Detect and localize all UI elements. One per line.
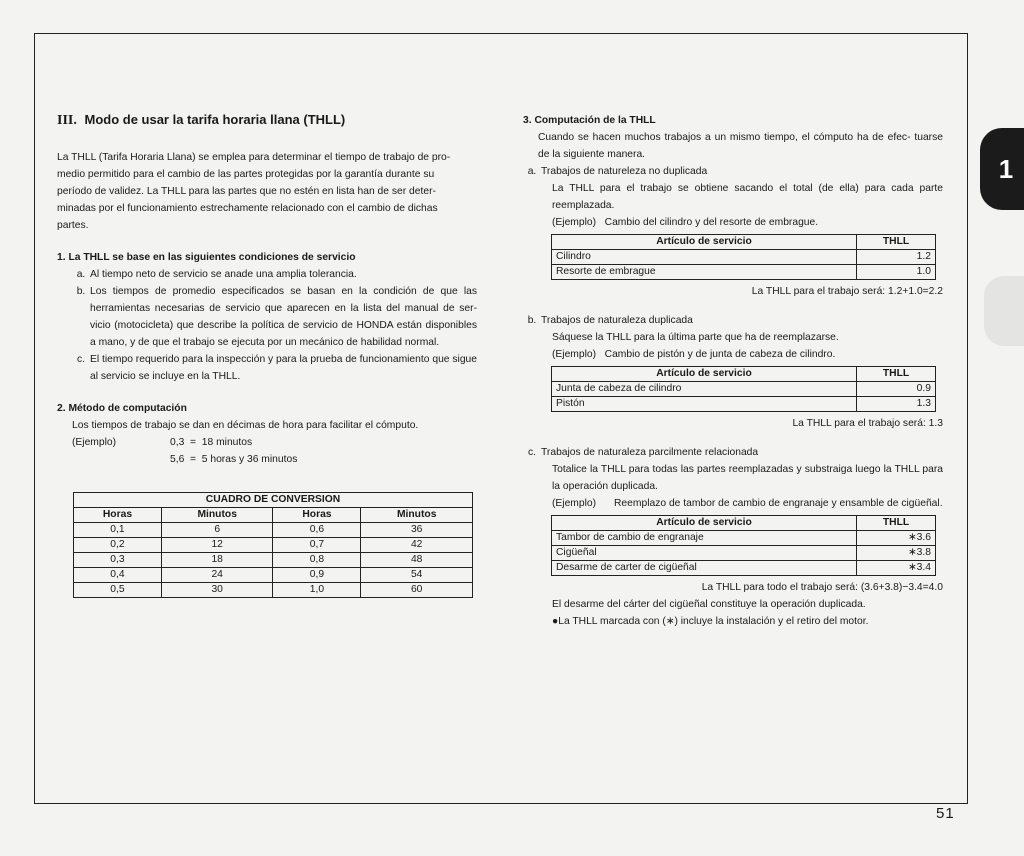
page-number: 51: [936, 805, 955, 822]
table-row: 0,3 18 0,8 48: [74, 553, 473, 568]
case-a-result: La THLL para el trabajo será: 1.2+1.0=2.2: [751, 286, 943, 297]
table-row: 0,5 30 1,0 60: [74, 583, 473, 598]
table-row: Desarme de carter de cigüeñal ∗3.4: [552, 561, 936, 576]
table-row: Junta de cabeza de cilindro 0.9: [552, 382, 936, 397]
subsection-2-title: 2. Método de computación: [57, 403, 187, 414]
table-header: Horas: [273, 508, 361, 523]
table-header: Minutos: [361, 508, 473, 523]
list-item: b. Los tiempos de promedio especificados se basan en la condición de que las herramientas necesarias de servicio que aparecen en la lista del manual de ser- vicio (motocicleta) que describe la política de servicio de HONDA están disponibles a mano, y de que el trabajo se ejecuta por un mecánico de habilidad normal.: [76, 286, 477, 348]
example-1: (Ejemplo) 0,3 = 18 minutos: [72, 437, 253, 448]
chapter-tab-1: 1: [980, 128, 1024, 210]
conversion-table-title: CUADRO DE CONVERSION: [74, 493, 473, 508]
chapter-tab-2-faded: [984, 276, 1024, 346]
right-column: [523, 112, 943, 630]
case-a-example: (Ejemplo) Cambio del cilindro y del resorte de embrague.: [552, 217, 819, 228]
case-c-note-1: El desarme del cárter del cigüeñal constituye la operación duplicada.: [552, 599, 866, 610]
subsection-3-intro: Cuando se hacen muchos trabajos a un mismo tiempo, el cómputo ha de efec- tuarse de la siguiente manera.: [538, 132, 943, 160]
table-header: Artículo de servicio: [552, 235, 857, 250]
case-c-title: c. Trabajos de naturaleza parcilmente relacionada: [527, 447, 759, 458]
section-heading: III. Modo de usar la tarifa horaria llana (THLL): [57, 112, 346, 128]
case-b-result: La THLL para el trabajo será: 1.3: [792, 418, 943, 429]
case-b-text: Sáquese la THLL para la última parte que ha de reemplazarse.: [552, 332, 839, 343]
table-header: Artículo de servicio: [552, 516, 857, 531]
method-text: Los tiempos de trabajo se dan en décimas de hora para facilitar el cómputo.: [72, 420, 419, 431]
example-2: 5,6 = 5 horas y 36 minutos: [170, 454, 298, 465]
subsection-3-title: 3. Computación de la THLL: [523, 115, 656, 126]
table-row: Cigüeñal ∗3.8: [552, 546, 936, 561]
table-row: Resorte de embrague 1.0: [552, 265, 936, 280]
case-b-table: [551, 366, 936, 412]
case-c-result: La THLL para todo el trabajo será: (3.6+3.8)−3.4=4.0: [701, 582, 943, 593]
case-b-example: (Ejemplo) Cambio de pistón y de junta de cabeza de cilindro.: [552, 349, 836, 360]
case-c-note-2: ●La THLL marcada con (∗) incluye la instalación y el retiro del motor.: [552, 616, 869, 627]
table-row: Cilindro 1.2: [552, 250, 936, 265]
table-header: THLL: [857, 516, 936, 531]
case-c-table: [551, 515, 936, 576]
conversion-table: [73, 492, 473, 598]
table-row: Tambor de cambio de engranaje ∗3.6: [552, 531, 936, 546]
list-item: a. Al tiempo neto de servicio se anade una amplia tolerancia.: [76, 269, 357, 280]
table-header: Minutos: [161, 508, 273, 523]
table-header: Artículo de servicio: [552, 367, 857, 382]
table-header: THLL: [857, 235, 936, 250]
case-b-title: b. Trabajos de naturaleza duplicada: [527, 315, 693, 326]
table-row: 0,1 6 0,6 36: [74, 523, 473, 538]
case-a-text: La THLL para el trabajo se obtiene sacando el total (de ella) para cada parte reemplazada.: [552, 183, 943, 211]
intro-paragraph: La THLL (Tarifa Horaria Llana) se emplea para determinar el tiempo de trabajo de pro- medio permitido para el cambio de las partes protegidas por la garantía durante su período de validez. La THLL para las partes que no estén en lista han de ser deter- minadas por el funcionamiento estrechamente relacionado con el cambio de dichas partes.: [57, 152, 451, 231]
case-a-title: a. Trabajos de natureleza no duplicada: [527, 166, 708, 177]
case-c-text: Totalice la THLL para todas las partes reemplazadas y substraiga luego la THLL para la operación duplicada.: [552, 464, 943, 492]
table-row: Pistón 1.3: [552, 397, 936, 412]
table-header: THLL: [857, 367, 936, 382]
table-row: 0,4 24 0,9 54: [74, 568, 473, 583]
subsection-1-title: 1. La THLL se base en las siguientes condiciones de servicio: [57, 252, 356, 263]
case-c-example: (Ejemplo) Reemplazo de tambor de cambio de engranaje y ensamble de cigüeñal.: [552, 498, 943, 509]
case-a-table: [551, 234, 936, 280]
table-header: Horas: [74, 508, 162, 523]
left-column: [57, 112, 477, 598]
list-item: c. El tiempo requerido para la inspección y para la prueba de funcionamiento que sigue al servicio se incluye en la THLL.: [76, 354, 477, 382]
table-row: 0,2 12 0,7 42: [74, 538, 473, 553]
